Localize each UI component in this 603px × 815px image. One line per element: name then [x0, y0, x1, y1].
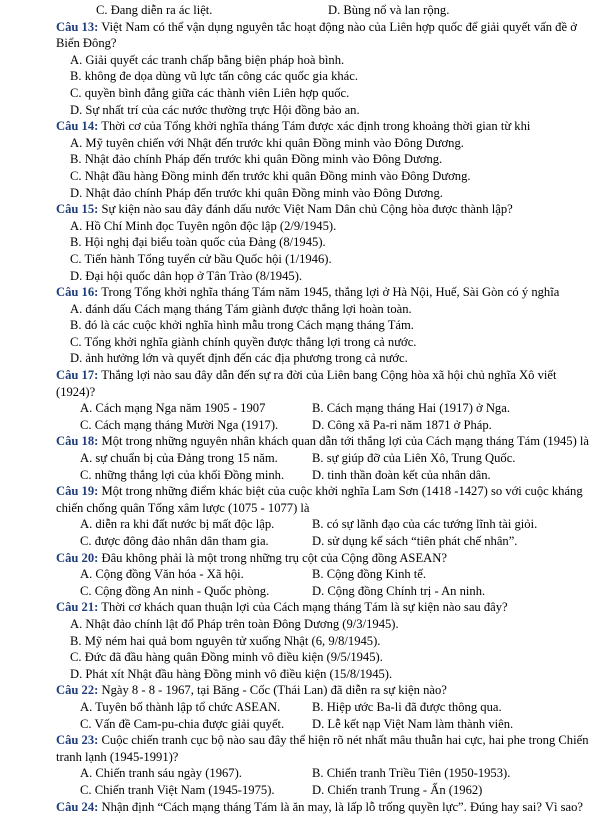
- option-d: D. Chiến tranh Trung - Ấn (1962): [312, 782, 482, 799]
- option-row: [80, 566, 595, 583]
- option-b: B. Mỹ ném hai quả bom nguyên tử xuống Nhật (6, 9/8/1945).: [70, 633, 595, 650]
- question-label: Câu 21:: [56, 600, 98, 614]
- question-text: Thắng lợi nào sau đây dẫn đến sự ra đời của Liên bang Cộng hòa xã hội chủ nghĩa Xô viết (1924)?: [56, 368, 556, 399]
- option-d: D. ảnh hưởng lớn và quyết định đến các địa phương trong cả nước.: [70, 350, 595, 367]
- question-13: [56, 19, 595, 119]
- option-a: A. Chiến tranh sáu ngày (1967).: [80, 765, 312, 782]
- question-label: Câu 18:: [56, 434, 98, 448]
- question-15: [56, 201, 595, 284]
- option-a: A. Mỹ tuyên chiến với Nhật đến trước khi quân Đồng minh vào Đông Dương.: [70, 135, 595, 152]
- option-c: C. Đức đã đầu hàng quân Đồng minh vô điều kiện (9/5/1945).: [70, 649, 595, 666]
- option-c: C. Nhật đầu hàng Đồng minh đến trước khi quân Đồng minh vào Đông Dương.: [70, 168, 595, 185]
- question-text: Nhận định “Cách mạng tháng Tám là ăn may, là lấp lỗ trống quyền lực”. Đúng hay sai? Vì sao?: [102, 800, 584, 814]
- option-row: [80, 417, 595, 434]
- option-a: A. Cách mạng Nga năm 1905 - 1907: [80, 400, 312, 417]
- option-row: [80, 467, 595, 484]
- question-16: [56, 284, 595, 367]
- option-a: A. sự chuẩn bị của Đảng trong 15 năm.: [80, 450, 312, 467]
- question-22: [56, 682, 595, 732]
- option-d: D. Sự nhất trí của các nước thường trực Hội đồng bảo an.: [70, 102, 595, 119]
- option-c: C. Tổng khởi nghĩa giành chính quyền được thắng lợi trong cả nước.: [70, 334, 595, 351]
- question-label: Câu 16:: [56, 285, 98, 299]
- option-a: A. Hồ Chí Minh đọc Tuyên ngôn độc lập (2/9/1945).: [70, 218, 595, 235]
- option-d: D. Bùng nổ và lan rộng.: [328, 2, 449, 19]
- option-d: D. Đại hội quốc dân họp ở Tân Trào (8/1945).: [70, 268, 595, 285]
- option-c: C. Đang diễn ra ác liệt.: [96, 2, 328, 19]
- option-row: [80, 583, 595, 600]
- option-row: [80, 716, 595, 733]
- question-text: Một trong những điểm khác biệt của cuộc khởi nghĩa Lam Sơn (1418 -1427) so với cuộc kháng chiến chống quân Tống xâm lược (1075 - 1077) là: [56, 484, 583, 515]
- question-24: [56, 799, 595, 815]
- option-d: D. Lễ kết nạp Việt Nam làm thành viên.: [312, 716, 513, 733]
- option-row: [80, 516, 595, 533]
- option-row: [80, 533, 595, 550]
- question-label: Câu 19:: [56, 484, 98, 498]
- question-text: Một trong những nguyên nhân khách quan dẫn tới thắng lợi của Cách mạng tháng Tám (1945) là: [102, 434, 590, 448]
- question-label: Câu 14:: [56, 119, 98, 133]
- option-d: D. Cộng đồng Chính trị - An ninh.: [312, 583, 485, 600]
- option-row: [80, 450, 595, 467]
- question-label: Câu 15:: [56, 202, 98, 216]
- option-b: B. Nhật đảo chính Pháp đến trước khi quân Đồng minh vào Đông Dương.: [70, 151, 595, 168]
- question-label: Câu 17:: [56, 368, 98, 382]
- option-b: B. Hội nghị đại biểu toàn quốc của Đảng (8/1945).: [70, 234, 595, 251]
- option-c: C. những thắng lợi của khối Đồng minh.: [80, 467, 312, 484]
- option-c: C. Tiến hành Tổng tuyển cử bầu Quốc hội (1/1946).: [70, 251, 595, 268]
- option-b: B. Chiến tranh Triều Tiên (1950-1953).: [312, 765, 510, 782]
- question-19: [56, 483, 595, 549]
- question-21: [56, 599, 595, 682]
- option-c: C. Cộng đồng An ninh - Quốc phòng.: [80, 583, 312, 600]
- option-b: B. đó là các cuộc khởi nghĩa hình mẫu trong Cách mạng tháng Tám.: [70, 317, 595, 334]
- question-18: [56, 433, 595, 483]
- option-d: D. sử dụng kế sách “tiên phát chế nhân”.: [312, 533, 517, 550]
- option-row: [80, 699, 595, 716]
- option-b: B. Cách mạng tháng Hai (1917) ở Nga.: [312, 400, 510, 417]
- question-23: [56, 732, 595, 798]
- q12-options-tail: [96, 2, 595, 19]
- option-d: D. tinh thần đoàn kết của nhân dân.: [312, 467, 491, 484]
- option-b: B. Hiệp ước Ba-li đã được thông qua.: [312, 699, 502, 716]
- option-c: C. Chiến tranh Việt Nam (1945-1975).: [80, 782, 312, 799]
- question-text: Thời cơ của Tổng khởi nghĩa tháng Tám được xác định trong khoảng thời gian từ khi: [101, 119, 530, 133]
- question-text: Sự kiện nào sau đây đánh dấu nước Việt Nam Dân chủ Cộng hòa được thành lập?: [102, 202, 513, 216]
- question-text: Ngày 8 - 8 - 1967, tại Băng - Cốc (Thái Lan) đã diễn ra sự kiện nào?: [102, 683, 447, 697]
- question-17: [56, 367, 595, 433]
- question-label: Câu 13:: [56, 20, 98, 34]
- option-a: A. Cộng đồng Văn hóa - Xã hội.: [80, 566, 312, 583]
- option-c: C. quyền bình đẳng giữa các thành viên Liên hợp quốc.: [70, 85, 595, 102]
- option-a: A. diễn ra khi đất nước bị mất độc lập.: [80, 516, 312, 533]
- option-b: B. Cộng đồng Kinh tế.: [312, 566, 426, 583]
- question-label: Câu 23:: [56, 733, 98, 747]
- option-c: C. được đông đảo nhân dân tham gia.: [80, 533, 312, 550]
- question-label: Câu 22:: [56, 683, 98, 697]
- question-text: Đâu không phải là một trong những trụ cột của Cộng đồng ASEAN?: [102, 551, 447, 565]
- question-text: Cuộc chiến tranh cục bộ nào sau đây thể hiện rõ nét nhất mâu thuẫn hai cực, hai phe trong Chiến tranh lạnh (1945-1991)?: [56, 733, 589, 764]
- option-a: A. Nhật đảo chính lật đổ Pháp trên toàn Đông Dương (9/3/1945).: [70, 616, 595, 633]
- option-b: B. sự giúp đỡ của Liên Xô, Trung Quốc.: [312, 450, 515, 467]
- question-20: [56, 550, 595, 600]
- option-a: A. đánh dấu Cách mạng tháng Tám giành được thắng lợi hoàn toàn.: [70, 301, 595, 318]
- option-d: D. Phát xít Nhật đầu hàng Đồng minh vô điều kiện (15/8/1945).: [70, 666, 595, 683]
- question-14: [56, 118, 595, 201]
- question-label: Câu 20:: [56, 551, 98, 565]
- option-a: A. Giải quyết các tranh chấp bằng biện pháp hoà bình.: [70, 52, 595, 69]
- question-text: Thời cơ khách quan thuận lợi của Cách mạng tháng Tám là sự kiện nào sau đây?: [101, 600, 507, 614]
- option-d: D. Nhật đảo chính Pháp đến trước khi quân Đồng minh vào Đông Dương.: [70, 185, 595, 202]
- option-c: C. Cách mạng tháng Mười Nga (1917).: [80, 417, 312, 434]
- option-row: [80, 782, 595, 799]
- option-d: D. Công xã Pa-ri năm 1871 ở Pháp.: [312, 417, 492, 434]
- option-b: B. không đe dọa dùng vũ lực tấn công các quốc gia khác.: [70, 68, 595, 85]
- question-text: Việt Nam có thể vận dụng nguyên tắc hoạt động nào của Liên hợp quốc để giải quyết vấn đề ở Biển Đông?: [56, 20, 577, 51]
- option-row: [80, 400, 595, 417]
- option-c: C. Vấn đề Cam-pu-chia được giải quyết.: [80, 716, 312, 733]
- option-b: B. có sự lãnh đạo của các tướng lĩnh tài giỏi.: [312, 516, 537, 533]
- option-a: A. Tuyên bố thành lập tổ chức ASEAN.: [80, 699, 312, 716]
- question-text: Trong Tổng khởi nghĩa tháng Tám năm 1945, thắng lợi ở Hà Nội, Huế, Sài Gòn có ý nghĩa: [101, 285, 559, 299]
- question-label: Câu 24:: [56, 800, 98, 814]
